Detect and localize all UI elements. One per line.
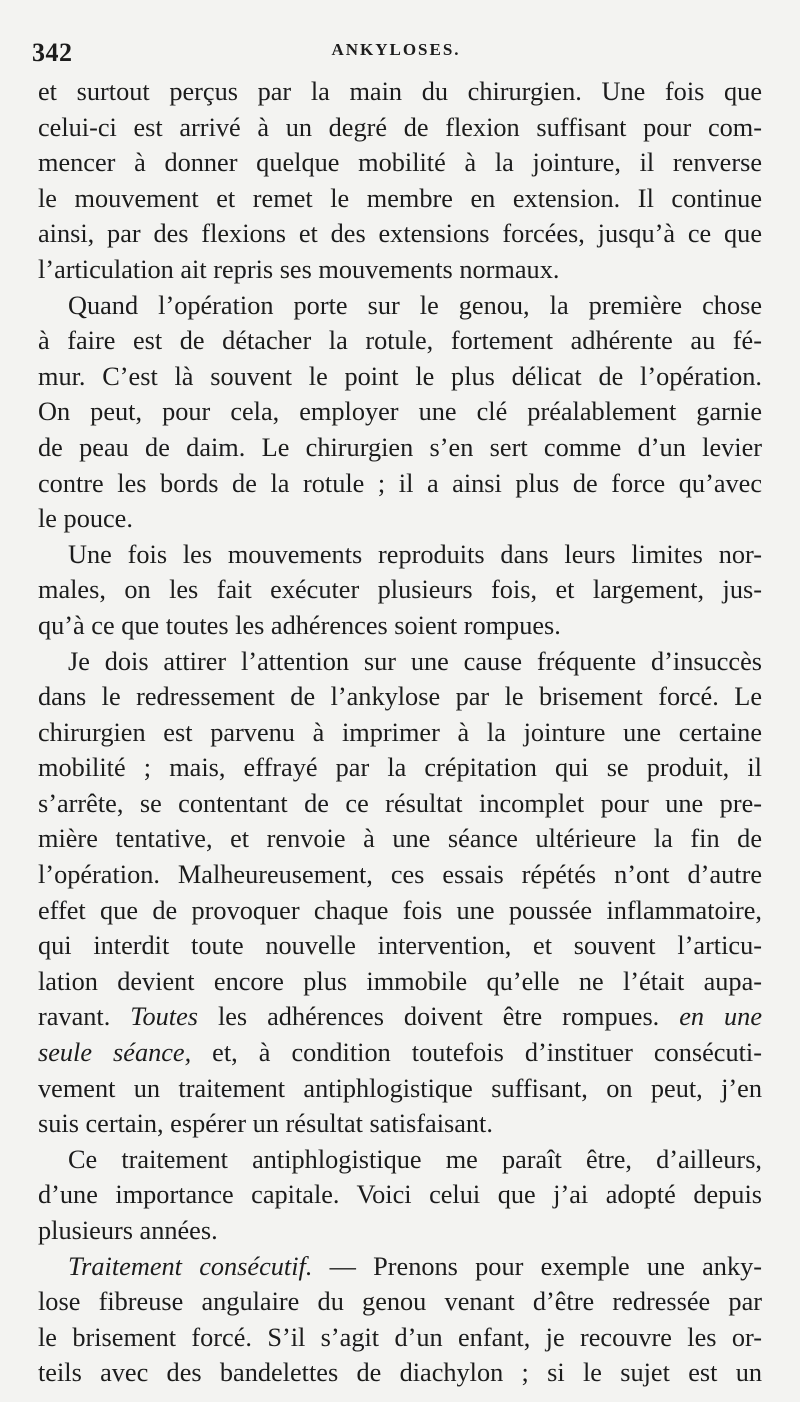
text-line bbox=[38, 786, 762, 822]
text-line bbox=[38, 1213, 762, 1249]
text-segment: le brisement forcé. S’il s’agit d’un enfant, je recouvre les or- bbox=[38, 1322, 762, 1352]
page-header bbox=[32, 38, 760, 74]
text-line bbox=[38, 1355, 762, 1391]
text-line bbox=[38, 359, 762, 395]
italic-text: en une bbox=[679, 1002, 762, 1032]
text-line bbox=[38, 466, 762, 502]
italic-text: seule séance, bbox=[38, 1038, 192, 1068]
text-segment: teils avec des bandelettes de diachylon ; si le sujet est un bbox=[38, 1358, 762, 1388]
text-segment: males, on les fait exécuter plusieurs fois, et largement, jus- bbox=[38, 575, 762, 605]
text-line bbox=[38, 572, 762, 608]
text-segment: Je dois attirer l’attention sur une cause fréquente d’insuccès bbox=[68, 646, 762, 676]
text-segment: contre les bords de la rotule ; il a ainsi plus de force qu’avec bbox=[38, 468, 762, 498]
text-segment: d’une importance capitale. Voici celui que j’ai adopté depuis bbox=[38, 1180, 762, 1210]
text-line bbox=[38, 1035, 762, 1071]
text-segment: l’articulation ait repris ses mouvements normaux. bbox=[38, 254, 560, 284]
text-line bbox=[38, 1284, 762, 1320]
text-segment: plusieurs années. bbox=[38, 1216, 218, 1245]
text-line bbox=[38, 394, 762, 430]
body-text bbox=[38, 74, 762, 1391]
italic-text: Traitement consécutif. bbox=[68, 1251, 313, 1281]
text-line bbox=[38, 145, 762, 181]
text-segment: et surtout perçus par la main du chirurgien. Une fois que bbox=[38, 77, 762, 106]
text-line bbox=[38, 1177, 762, 1213]
text-segment: le pouce. bbox=[38, 504, 133, 534]
text-line bbox=[38, 74, 762, 110]
text-line bbox=[38, 288, 762, 324]
text-line bbox=[38, 608, 762, 644]
text-segment: lose fibreuse angulaire du genou venant d’être redressée par bbox=[38, 1287, 762, 1317]
text-segment: Ce traitement antiphlogistique me paraît être, d’ailleurs, bbox=[68, 1144, 762, 1174]
text-segment: celui-ci est arrivé à un degré de flexion suffisant pour com- bbox=[38, 112, 762, 142]
text-line bbox=[38, 430, 762, 466]
text-segment: et, à condition toutefois d’instituer consécuti- bbox=[191, 1038, 762, 1068]
text-line bbox=[38, 216, 762, 252]
text-segment: ravant. bbox=[38, 1002, 131, 1032]
text-line bbox=[38, 857, 762, 893]
text-line bbox=[38, 821, 762, 857]
text-line bbox=[38, 928, 762, 964]
text-line bbox=[38, 679, 762, 715]
text-line bbox=[38, 644, 762, 680]
text-line bbox=[38, 501, 762, 537]
text-segment: effet que de provoquer chaque fois une poussée inflammatoire, bbox=[38, 895, 762, 925]
text-line bbox=[38, 1106, 762, 1142]
text-segment: le mouvement et remet le membre en extension. Il continue bbox=[38, 183, 762, 213]
text-segment: de peau de daim. Le chirurgien s’en sert comme d’un levier bbox=[38, 432, 762, 462]
text-line bbox=[38, 110, 762, 146]
text-segment: suis certain, espérer un résultat satisfaisant. bbox=[38, 1109, 493, 1139]
text-line bbox=[38, 1142, 762, 1178]
text-segment: à faire est de détacher la rotule, fortement adhérente au fé- bbox=[38, 326, 762, 356]
text-segment: dans le redressement de l’ankylose par le brisement forcé. Le bbox=[38, 682, 762, 712]
text-segment: chirurgien est parvenu à imprimer à la jointure une certaine bbox=[38, 717, 762, 747]
text-line bbox=[38, 1320, 762, 1356]
text-line bbox=[38, 181, 762, 217]
text-segment: lation devient encore plus immobile qu’elle ne l’était aupa- bbox=[38, 966, 762, 996]
text-segment: vement un traitement antiphlogistique suffisant, on peut, j’en bbox=[38, 1073, 762, 1103]
text-segment: l’opération. Malheureusement, ces essais répétés n’ont d’autre bbox=[38, 860, 762, 890]
text-line bbox=[38, 1071, 762, 1107]
text-line bbox=[38, 323, 762, 359]
text-line bbox=[38, 715, 762, 751]
text-segment: mière tentative, et renvoie à une séance ultérieure la fin de bbox=[38, 824, 762, 854]
text-line bbox=[38, 537, 762, 573]
text-segment: On peut, pour cela, employer une clé préalablement garnie bbox=[38, 397, 762, 427]
page-number: 342 bbox=[32, 38, 73, 67]
italic-text: Toutes bbox=[130, 1002, 198, 1032]
running-title: ANKYLOSES. bbox=[331, 40, 461, 59]
text-segment: mur. C’est là souvent le point le plus délicat de l’opération. bbox=[38, 361, 762, 391]
text-line bbox=[38, 1249, 762, 1285]
text-segment: qui interdit toute nouvelle intervention, et souvent l’articu- bbox=[38, 931, 762, 961]
text-segment: Quand l’opération porte sur le genou, la première chose bbox=[68, 290, 762, 320]
text-segment: les adhérences doivent être rompues. bbox=[197, 1002, 680, 1032]
text-segment: qu’à ce que toutes les adhérences soient rompues. bbox=[38, 610, 561, 640]
text-line bbox=[38, 750, 762, 786]
text-line bbox=[38, 964, 762, 1000]
text-segment: s’arrête, se contentant de ce résultat incomplet pour une pre- bbox=[38, 788, 762, 818]
text-segment: mencer à donner quelque mobilité à la jointure, il renverse bbox=[38, 148, 762, 178]
text-segment: mobilité ; mais, effrayé par la crépitation qui se produit, il bbox=[38, 753, 762, 783]
text-segment: — Prenons pour exemple une anky- bbox=[312, 1251, 763, 1281]
text-segment: Une fois les mouvements reproduits dans leurs limites nor- bbox=[68, 539, 762, 569]
text-segment: ainsi, par des flexions et des extensions forcées, jusqu’à ce que bbox=[38, 219, 762, 249]
text-line bbox=[38, 252, 762, 288]
text-line bbox=[38, 893, 762, 929]
text-line bbox=[38, 999, 762, 1035]
